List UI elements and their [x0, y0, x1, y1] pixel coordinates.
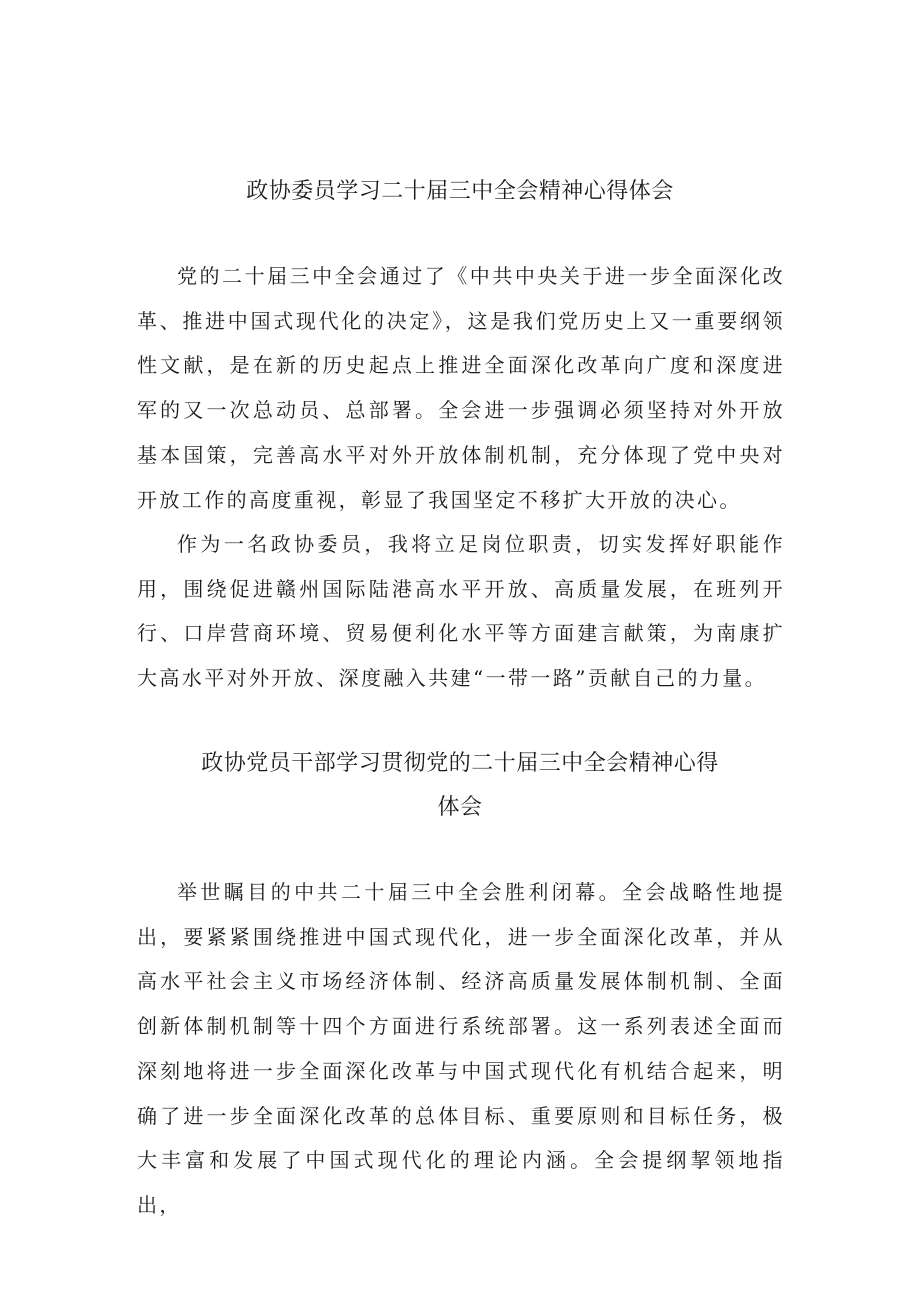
- section1-title: 政协委员学习二十届三中全会精神心得体会: [246, 179, 674, 204]
- section2-title: [100, 742, 820, 830]
- section1-paragraph-1: 党的二十届三中全会通过了《中共中央关于进一步全面深化改革、推进中国式现代化的决定》，这是我们党历史上又一重要纲领性文献，是在新的历史起点上推进全面深化改革向广度和深度进军的又一次总动员、总部署。全会进一步强调必须坚持对外开放基本国策，完善高水平对外开放体制机制，充分体现了党中央对开放工作的高度重视，彰显了我国坚定不移扩大开放的决心。: [137, 264, 785, 512]
- section1-paragraph-2: 作为一名政协委员，我将立足岗位职责，切实发挥好职能作用，围绕促进赣州国际陆港高水平开放、高质量发展，在班列开行、口岸营商环境、贸易便利化水平等方面建言献策，为南康扩大高水平对外开放、深度融入共建“一带一路”贡献自己的力量。: [137, 532, 785, 691]
- section2-title-line2: 体会: [437, 795, 483, 820]
- section2-title-line1: 政协党员干部学习贯彻党的二十届三中全会精神心得: [201, 751, 719, 776]
- section2-paragraph-1: 举世瞩目的中共二十届三中全会胜利闭幕。全会战略性地提出，要紧紧围绕推进中国式现代化，进一步全面深化改革，并从高水平社会主义市场经济体制、经济高质量发展体制机制、全面创新体制机制等十四个方面进行系统部署。这一系列表述全面而深刻地将进一步全面深化改革与中国式现代化有机结合起来，明确了进一步全面深化改革的总体目标、重要原则和目标任务，极大丰富和发展了中国式现代化的理论内涵。全会提纲挈领地指出，: [137, 880, 785, 1217]
